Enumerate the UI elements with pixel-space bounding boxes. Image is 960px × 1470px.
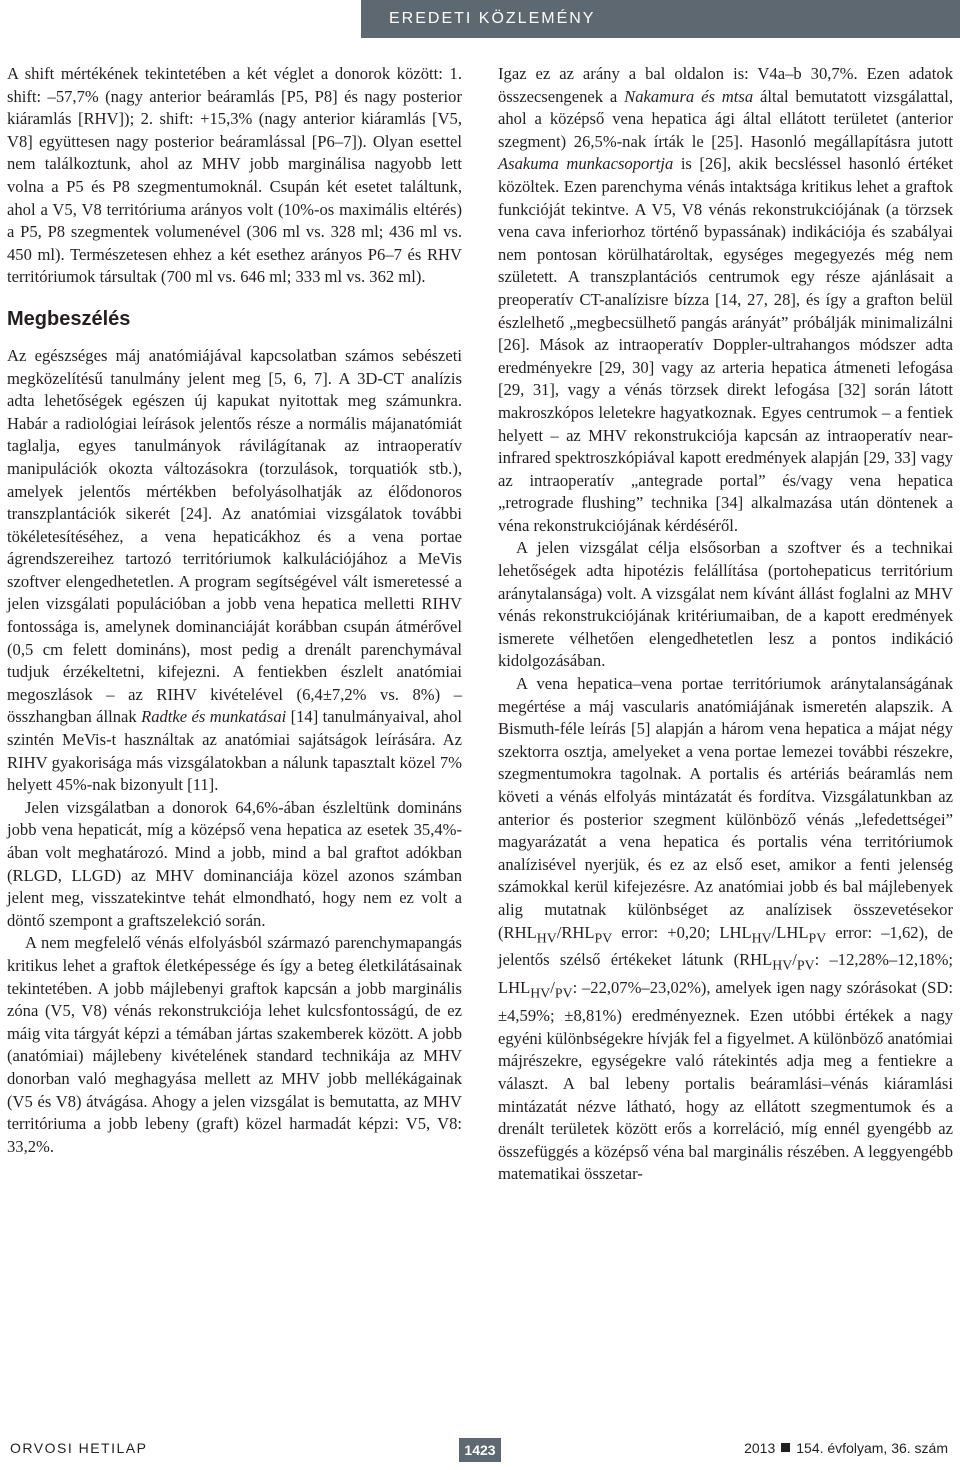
paragraph: A nem megfelelő vénás elfolyásból származó parenchymapangás kritikus lehet a graftok életképessége és így a beteg életkilátásainak tekintetében. A jobb májlebenyi graftok kapcsán a jobb marginális zóna (V5, V8) vénás rekonstrukciója lehet kulcsfontosságú, de ez máig vita tárgyát képzi a témában jártas szakemberek között. A jobb (anatómiai) májlebeny kivételének standard technikája az MHV donorban való meghagyása mellett az MHV jobb mellékágainak (V5 és V8) átvágása. Ahogy a jelen vizsgálat is bemutatta, az MHV territóriuma a jobb lebeny (graft) közel harmadát képzi: V5, V8: 33,2%. [7,933,462,1156]
paragraph: Jelen vizsgálatban a donorok 64,6%-ában észleltünk domináns jobb vena hepaticát, míg a középső vena hepatica az esetek 35,4%-ában volt meghatározó. Mind a jobb, mind a bal graftot adókban (RLGD, LLGD) az MHV dominanciája közel azonos számban jelent meg, visszatekintve tehát elmondható, hogy nem ez volt a döntő szempont a graftszelekció során. [7,797,462,930]
paragraph: Igaz ez az arány a bal oldalon is: V4a–b 30,7%. Ezen adatok összecsengenek a Nakamura és mtsa által bemutatott vizsgálattal, ahol a középső vena hepatica ági által ellátott területet (anterior szegment) 26,5%-nak írták le [25]. Hasonló megállapításra jutott Asakuma munkacsoportja is [26], akik becsléssel hasonló értéket közöltek. Ezen parenchyma vénás intaktsága kritikus lehet a graftok funkcióját tekintve. A V5, V8 vénás rekonstrukciójának (a törzsek vena cava inferiorhoz történő bypassának) indikációja és szabályai nem pontosan körülhatároltak, egységes megegyezés még nem született. A transzplantációs centrumok egy része ajánlásait a preoperatív CT-analízisre bízza [14, 27, 28], és így a grafton belül észlelhető „megbecsülhető pangás arányát” próbálják minimalizálni [26]. Mások az intraoperatív Doppler-ultrahangos módszer adta eredményekre [29, 30] vagy az arteria hepatica átmeneti lefogása [29, 31], vagy a vénás törzsek direkt lefogása [32] során látott makroszkópos leletekre hagyatkoznak. Egyes centrumok – a fentiek helyett – az MHV rekonstrukciója kapcsán az intraoperatív near-infrared spektroszkópiával kapott eredmények alapján [29, 33] vagy az intraoperatív „antegrade portal” és/vagy vena hepatica „retrograde flushing” technika [34] alkalmazása után döntenek a véna rekonstrukciójának kérdéséről. [498,64,953,535]
issue-info: 2013 154. évfolyam, 36. szám [744,1440,948,1456]
paragraph: A shift mértékének tekintetében a két véglet a donorok között: 1. shift: –57,7% (nagy anterior beáramlás [P5, P8] és nagy posterior kiáramlás [RHV]); 2. shift: +15,3% (nagy anterior kiáramlás [V5, V8] együttesen nagy posterior beáramlással [P6–7]). Olyan esettel nem találkoztunk, ahol az MHV jobb marginálisa nagyobb lett volna a P5 és P8 szegmentumoknál. Csupán két esetet találtunk, ahol a V5, V8 territóriuma arányos volt (10%-os maximális eltérés) a P5, P8 szegmentek volumenével (306 ml vs. 328 ml; 436 ml vs. 450 ml). Természetesen ehhez a két esethez arányos P6–7 és RHV territóriumok társultak (700 ml vs. 646 ml; 333 ml vs. 362 ml). [7,64,462,287]
section-heading: Megbeszélés [7,307,131,330]
page-footer [0,1432,960,1470]
paragraph: A jelen vizsgálat célja elsősorban a szoftver és a technikai lehetőségek adta hipotézis felállítása (portohepaticus territórium aránytalansága) volt. A vizsgálat nem kívánt állást foglalni az MHV vénás rekonstrukciójának kritériumaiban, de a kapott eredmények ismerete vélhetően elengedhetetlen lesz a pontos indikáció kidolgozásában. [498,538,953,671]
italic-authors: Nakamura és mtsa [624,86,754,106]
paragraph: A vena hepatica–vena portae territóriumok aránytalanságának megértése a máj vascularis anatómiájának ismeretén alapszik. A Bismuth-féle leírás [5] alapján a három vena hepatica a májat négy szektorra osztja, amelyeket a vena portae lemezei további részekre, szegmentumokra tagolnak. A portalis és artériás beáramlás nem követi a vénás elfolyás mintázatát és fordítva. Vizsgálatunkban az anterior és posterior szegment különböző vénás „lefedettségei” magyarázatát a vena hepatica és portalis véna territóriumok analízisével nyerjük, és ez az első eset, amikor a fenti jelenség számokkal kerül kifejezésre. Az anatómiai jobb és bal májlebenyek alig mutatnak különbséget az analízisek összevetésekor ($RHL_{HV}/RHL_{PV}$ error: +0,20; $LHL_{HV}/LHL_{PV}$ error: –1,62), de jelentős szélső értékeket látunk ($RHL_{HV}/_{PV}$: –12,28%–12,18%; $LHL_{HV}/_{PV}$: –22,07%–23,02%), amelyek igen nagy szórásokat (SD: ±4,59%; ±8,81%) eredményeznek. Ezen utóbbi értékek a nagy egyéni különbségekre hívják fel a figyelmet. A különböző anatómiai májrészekre, egységekre való rátekintés adja meg a fentiekre a választ. A bal lebeny portalis beáramlási–vénás kiáramlási mintázatát nézve látható, hogy az ellátott szegmentumok és a drenált területek között erős a korreláció, míg ennél gyengébb az összefüggés a középső véna bal marginális részében. A leggyengébb matematikai összetar- [498,674,954,1184]
italic-authors: Asakuma munkacsoportja [498,154,674,174]
page-header [0,0,960,38]
right-column [498,63,953,1186]
journal-name: ORVOSI HETILAP [10,1440,148,1456]
left-column [7,63,462,1158]
square-bullet-icon [781,1443,790,1452]
page-number: 1423 [459,1438,501,1462]
header-spacer [0,0,361,38]
italic-authors: Radtke és munkatásai [141,707,287,727]
paragraph: Az egészséges máj anatómiájával kapcsolatban számos sebészeti megközelítésű tanulmány jelent meg [5, 6, 7]. A 3D-CT analízis adta lehetőségek egészen új kapukat nyitottak meg számunkra. Habár a radiológiai leírások jelentős része a normális májanatómiát taglalja, egyes tanulmányok rávilágítanak az intraoperatív manipulációk okozta változásokra (torzulások, torquatiók stb.), amelyek jelentős mértékben befolyásolhatják az élődonoros transzplantációk sikerét [24]. Az anatómiai vizsgálatok további tökéletesítéséhez, a vena hepaticákhoz és a vena portae ágrendszereihez tartozó territóriumok kalkulációjához a MeVis szoftver elengedhetetlen. A program segítségével vált ismeretessé a jelen vizsgálati populációban a jobb vena hepatica melletti RIHV fontossága is, amelynek dominanciáját korábban csupán átmérővel (0,5 cm felett domináns), most pedig a drenált parenchymával tudjuk érzékeltetni, kifejezni. A fentiekben észlelt anatómiai megoszlások – az RIHV kivételével (6,4±7,2% vs. 8%) – összhangban állnak Radtke és munkatásai [14] tanulmányaival, ahol szintén MeVis-t használtak az anatómiai sajátságok leírására. Az RIHV gyakorisága más vizsgálatokban a nálunk tapasztalt közel 7% helyett 45%-nak bizonyult [11]. [7,345,462,795]
section-label: EREDETI KÖZLEMÉNY [361,0,960,38]
